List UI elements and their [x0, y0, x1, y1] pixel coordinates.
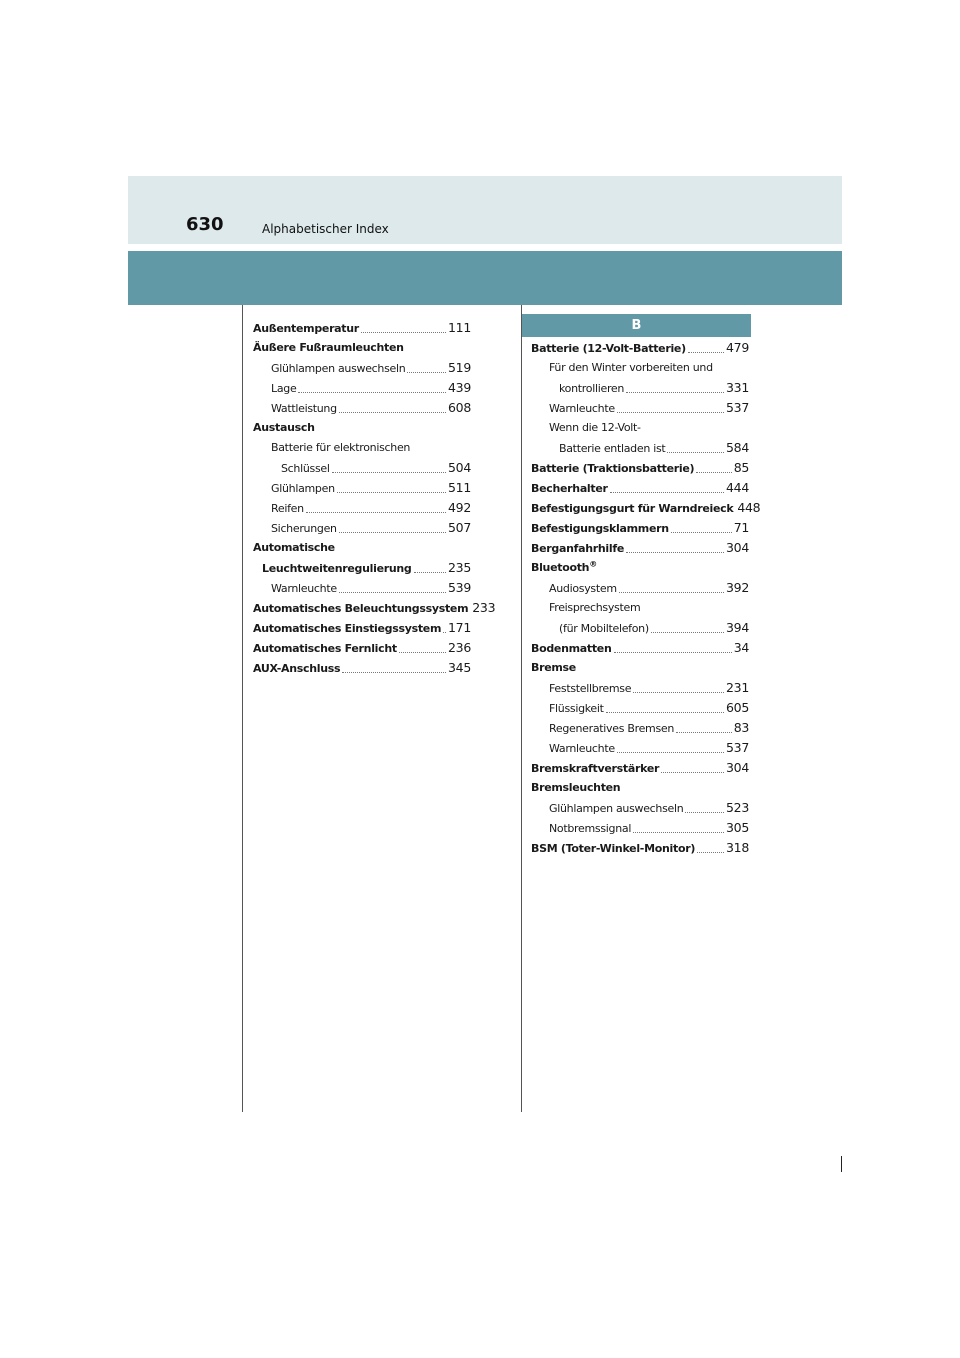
- index-entry: [531, 678, 749, 698]
- index-entry-page: 111: [448, 320, 471, 335]
- index-entry-label: Befestigungsklammern: [531, 522, 669, 535]
- index-entry: [531, 758, 749, 778]
- index-entry-label: Batterie entladen ist: [559, 442, 666, 455]
- dot-leader: [619, 591, 724, 593]
- index-entry: [531, 698, 749, 718]
- index-entry-page: 71: [733, 520, 749, 535]
- index-entry-page: 507: [448, 520, 471, 535]
- index-entry-label: Warnleuchte: [549, 742, 615, 755]
- dot-leader: [617, 411, 724, 413]
- index-entry: [531, 418, 749, 438]
- index-entry: [531, 718, 749, 738]
- index-entry-page: 605: [726, 700, 749, 715]
- index-entry-label: Automatische: [253, 541, 335, 554]
- index-entry-label: Feststellbremse: [549, 682, 632, 695]
- index-column-right: [531, 338, 761, 858]
- header-accent-band: [128, 251, 842, 305]
- dot-leader: [339, 531, 446, 533]
- index-entry-page: 394: [726, 620, 749, 635]
- dot-leader: [339, 591, 446, 593]
- index-entry-page: 235: [448, 560, 471, 575]
- index-entry-page: 479: [726, 340, 749, 355]
- index-entry-label: Wattleistung: [271, 402, 337, 415]
- index-entry-label: Notbremssignal: [549, 822, 632, 835]
- dot-leader: [696, 471, 731, 473]
- index-entry-label: Glühlampen auswechseln: [549, 802, 684, 815]
- dot-leader: [688, 351, 724, 353]
- index-entry: [531, 798, 749, 818]
- index-entry-label: Warnleuchte: [271, 582, 337, 595]
- index-entry: [253, 658, 471, 678]
- index-entry-page: 171: [448, 620, 471, 635]
- index-entry: [531, 498, 761, 518]
- dot-leader: [651, 631, 724, 633]
- page-title: Alphabetischer Index: [262, 222, 389, 236]
- index-entry: [253, 338, 471, 358]
- index-entry-page: 318: [726, 840, 749, 855]
- dot-leader: [633, 691, 724, 693]
- index-entry-page: 523: [726, 800, 749, 815]
- index-entry-label: Batterie (12-Volt-Batterie): [531, 342, 686, 355]
- index-entry: [253, 558, 471, 578]
- index-entry: [253, 458, 471, 478]
- index-entry-page: 448: [737, 500, 761, 515]
- dot-leader: [298, 391, 446, 393]
- index-entry-page: 331: [726, 380, 749, 395]
- index-entry: [531, 438, 749, 458]
- dot-leader: [414, 571, 447, 573]
- index-entry-label: Äußere Fußraumleuchten: [253, 341, 404, 354]
- index-entry: [253, 618, 471, 638]
- index-entry-page: 608: [448, 400, 471, 415]
- index-entry: [531, 338, 749, 358]
- index-entry: [531, 538, 749, 558]
- index-entry: [531, 818, 749, 838]
- index-entry-label: Bluetooth®: [531, 559, 597, 574]
- dot-leader: [626, 551, 724, 553]
- index-entry-label: kontrollieren: [559, 382, 625, 395]
- dot-leader: [306, 511, 446, 513]
- index-entry-page: 345: [448, 660, 471, 675]
- index-entry-page: 304: [726, 540, 749, 555]
- index-entry-label: Warnleuchte: [549, 402, 615, 415]
- dot-leader: [626, 391, 724, 393]
- index-entry-page: 231: [726, 680, 749, 695]
- header-band: [128, 176, 842, 244]
- dot-leader: [676, 731, 732, 733]
- index-entry: [253, 538, 471, 558]
- index-entry-label: (für Mobiltelefon): [559, 622, 649, 635]
- index-entry-page: 492: [448, 500, 471, 515]
- index-entry-page: 34: [733, 640, 749, 655]
- dot-leader: [443, 631, 446, 633]
- registered-mark: ®: [589, 559, 597, 569]
- index-entry-label: BSM (Toter-Winkel-Monitor): [531, 842, 696, 855]
- index-entry-label: Wenn die 12-Volt-: [549, 421, 641, 434]
- index-entry-page: 305: [726, 820, 749, 835]
- index-entry: [253, 358, 471, 378]
- index-entry-label: Glühlampen auswechseln: [271, 362, 406, 375]
- index-entry: [531, 738, 749, 758]
- index-entry: [531, 658, 749, 678]
- index-entry-label: Reifen: [271, 502, 304, 515]
- dot-leader: [671, 531, 732, 533]
- index-entry-label: Berganfahrhilfe: [531, 542, 624, 555]
- index-entry-label: Lage: [271, 382, 297, 395]
- index-entry: [253, 318, 471, 338]
- index-entry: [531, 598, 749, 618]
- index-entry: [531, 838, 749, 858]
- index-entry: [253, 638, 471, 658]
- index-entry-label: Bremskraftverstärker: [531, 762, 660, 775]
- index-entry: [253, 478, 471, 498]
- index-entry-label: Batterie für elektronischen: [271, 441, 411, 454]
- index-entry-label: Freisprechsystem: [549, 601, 641, 614]
- index-entry-label: AUX-Anschluss: [253, 662, 341, 675]
- crop-mark: [841, 1156, 842, 1172]
- dot-leader: [667, 451, 724, 453]
- dot-leader: [407, 371, 446, 373]
- dot-leader: [399, 651, 446, 653]
- index-entry-label: Automatisches Einstiegssystem: [253, 622, 442, 635]
- index-entry: [531, 398, 749, 418]
- dot-leader: [633, 831, 724, 833]
- index-entry: [531, 558, 749, 578]
- index-entry-page: 504: [448, 460, 471, 475]
- dot-leader: [685, 811, 724, 813]
- dot-leader: [617, 751, 724, 753]
- index-entry: [531, 778, 749, 798]
- index-entry-page: 236: [448, 640, 471, 655]
- index-entry-label: Glühlampen: [271, 482, 335, 495]
- dot-leader: [337, 491, 446, 493]
- index-entry-label: Befestigungsgurt für Warndreieck: [531, 502, 734, 515]
- index-entry: [531, 358, 749, 378]
- index-entry: [253, 518, 471, 538]
- index-entry-label: Schlüssel: [281, 462, 330, 475]
- index-entry: [253, 398, 471, 418]
- index-entry: [253, 498, 471, 518]
- index-entry-page: 584: [726, 440, 749, 455]
- index-entry: [531, 578, 749, 598]
- index-entry: [253, 378, 471, 398]
- column-divider-left: [242, 305, 243, 1112]
- column-divider-right: [521, 305, 522, 1112]
- index-entry-page: 85: [733, 460, 749, 475]
- index-entry-page: 537: [726, 740, 749, 755]
- index-entry-page: 83: [733, 720, 749, 735]
- index-entry-label: Audiosystem: [549, 582, 617, 595]
- dot-leader: [610, 491, 724, 493]
- index-entry-page: 537: [726, 400, 749, 415]
- index-entry-label: Flüssigkeit: [549, 702, 604, 715]
- index-entry-label: Außentemperatur: [253, 322, 359, 335]
- index-entry: [253, 418, 471, 438]
- index-entry-label: Bodenmatten: [531, 642, 612, 655]
- index-entry: [253, 578, 471, 598]
- index-entry: [531, 478, 749, 498]
- index-entry-page: 304: [726, 760, 749, 775]
- index-entry: [531, 458, 749, 478]
- index-entry-label: Sicherungen: [271, 522, 337, 535]
- index-entry-label: Batterie (Traktionsbatterie): [531, 462, 695, 475]
- page-number: 630: [186, 214, 224, 235]
- index-entry: [253, 598, 496, 618]
- index-entry: [531, 378, 749, 398]
- index-entry-page: 439: [448, 380, 471, 395]
- index-entry-label: Regeneratives Bremsen: [549, 722, 675, 735]
- index-entry-label: Austausch: [253, 421, 315, 434]
- index-entry-page: 511: [448, 480, 471, 495]
- index-entry-label: Leuchtweitenregulierung: [262, 562, 412, 575]
- index-entry-label: Für den Winter vorbereiten und: [549, 361, 713, 374]
- dot-leader: [342, 671, 446, 673]
- dot-leader: [697, 851, 724, 853]
- index-entry-page: 233: [472, 600, 496, 615]
- index-entry-page: 392: [726, 580, 749, 595]
- dot-leader: [614, 651, 732, 653]
- index-entry-label: Automatisches Fernlicht: [253, 642, 397, 655]
- index-entry: [531, 618, 749, 638]
- dot-leader: [332, 471, 446, 473]
- index-entry: [253, 438, 471, 458]
- dot-leader: [361, 331, 446, 333]
- index-entry-label: Automatisches Beleuchtungssystem: [253, 602, 469, 615]
- index-entry-label: Becherhalter: [531, 482, 608, 495]
- index-entry-label: Bremse: [531, 661, 576, 674]
- index-entry: [531, 638, 749, 658]
- index-entry: [531, 518, 749, 538]
- dot-leader: [339, 411, 446, 413]
- index-entry-page: 519: [448, 360, 471, 375]
- dot-leader: [606, 711, 724, 713]
- index-column-left: [253, 318, 496, 678]
- index-entry-page: 539: [448, 580, 471, 595]
- section-letter-bar: B: [522, 314, 751, 337]
- dot-leader: [661, 771, 724, 773]
- index-entry-label: Bremsleuchten: [531, 781, 621, 794]
- index-entry-page: 444: [726, 480, 749, 495]
